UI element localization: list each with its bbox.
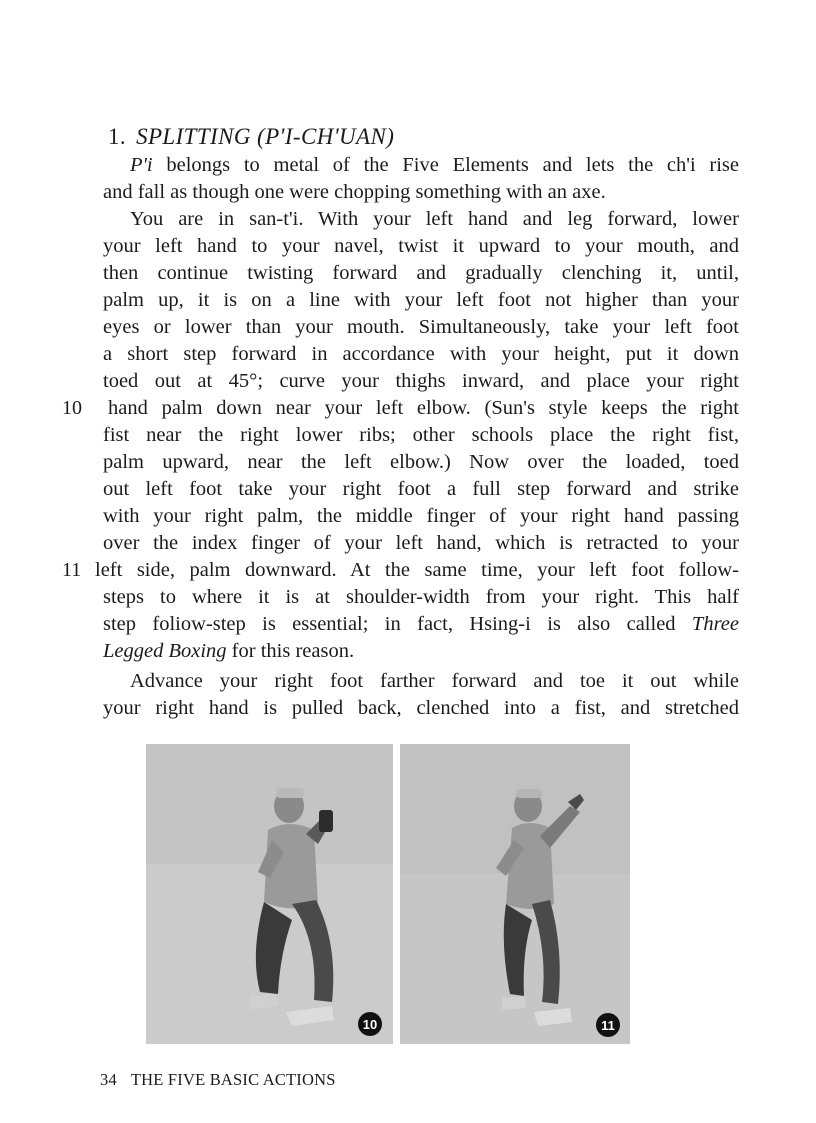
page-footer bbox=[100, 1070, 336, 1090]
figure-ref-marker-10: 10 bbox=[62, 397, 82, 419]
running-head: THE FIVE BASIC ACTIONS bbox=[130, 1070, 336, 1089]
page-number: 34 bbox=[100, 1070, 117, 1089]
section-number: 1. bbox=[108, 124, 127, 149]
figure-ref-marker-11: 11 bbox=[62, 559, 82, 581]
text-line: You are in san-t'i. With your left hand and leg forward, lower bbox=[130, 208, 739, 230]
emphasis: Legged Boxing bbox=[103, 640, 227, 662]
text-line: and fall as though one were chopping something with an axe. bbox=[103, 181, 606, 203]
text-line: palm up, it is on a line with your left foot not higher than your bbox=[103, 289, 739, 311]
text-line: hand palm down near your left elbow. (Sun's style keeps the right bbox=[108, 397, 739, 419]
text-line: with your right palm, the middle finger of your right hand passing bbox=[103, 505, 739, 527]
figure-11-illustration bbox=[400, 744, 630, 1044]
text-line: P'i belongs to metal of the Five Elements and lets the ch'i rise bbox=[130, 154, 739, 176]
emphasis: Three bbox=[691, 613, 739, 635]
text-line: eyes or lower than your mouth. Simultaneously, take your left foot bbox=[103, 316, 739, 338]
figure-10-label: 10 bbox=[362, 1017, 378, 1032]
text-line: palm upward, near the left elbow.) Now over the loaded, toed bbox=[103, 451, 739, 473]
figure-10-photo bbox=[146, 744, 393, 1044]
text-line: Advance your right foot farther forward and toe it out while bbox=[130, 670, 739, 692]
text-line: a short step forward in accordance with your height, put it down bbox=[103, 343, 739, 365]
text-line: toed out at 45°; curve your thighs inward, and place your right bbox=[103, 370, 739, 392]
figure-11-label: 11 bbox=[601, 1018, 615, 1033]
text-line: left side, palm downward. At the same time, your left foot follow- bbox=[95, 559, 739, 581]
text-line: step foliow-step is essential; in fact, Hsing-i is also called Three bbox=[103, 613, 739, 635]
section-title: SPLITTING (P'I-CH'UAN) bbox=[136, 124, 395, 149]
figure-10-illustration bbox=[146, 744, 393, 1044]
text-line: over the index finger of your left hand, which is retracted to your bbox=[103, 532, 739, 554]
emphasis: P'i bbox=[130, 154, 153, 176]
section-heading bbox=[108, 124, 394, 150]
text-line: your right hand is pulled back, clenched into a fist, and stretched bbox=[103, 697, 739, 719]
text-line: your left hand to your navel, twist it upward to your mouth, and bbox=[103, 235, 739, 257]
text-line: out left foot take your right foot a full step forward and strike bbox=[103, 478, 739, 500]
text-line: then continue twisting forward and gradually clenching it, until, bbox=[103, 262, 739, 284]
text-line: steps to where it is at shoulder-width from your right. This half bbox=[103, 586, 739, 608]
figure-11-photo bbox=[400, 744, 630, 1044]
text-line: fist near the right lower ribs; other schools place the right fist, bbox=[103, 424, 739, 446]
text-line: Legged Boxing for this reason. bbox=[103, 640, 355, 662]
